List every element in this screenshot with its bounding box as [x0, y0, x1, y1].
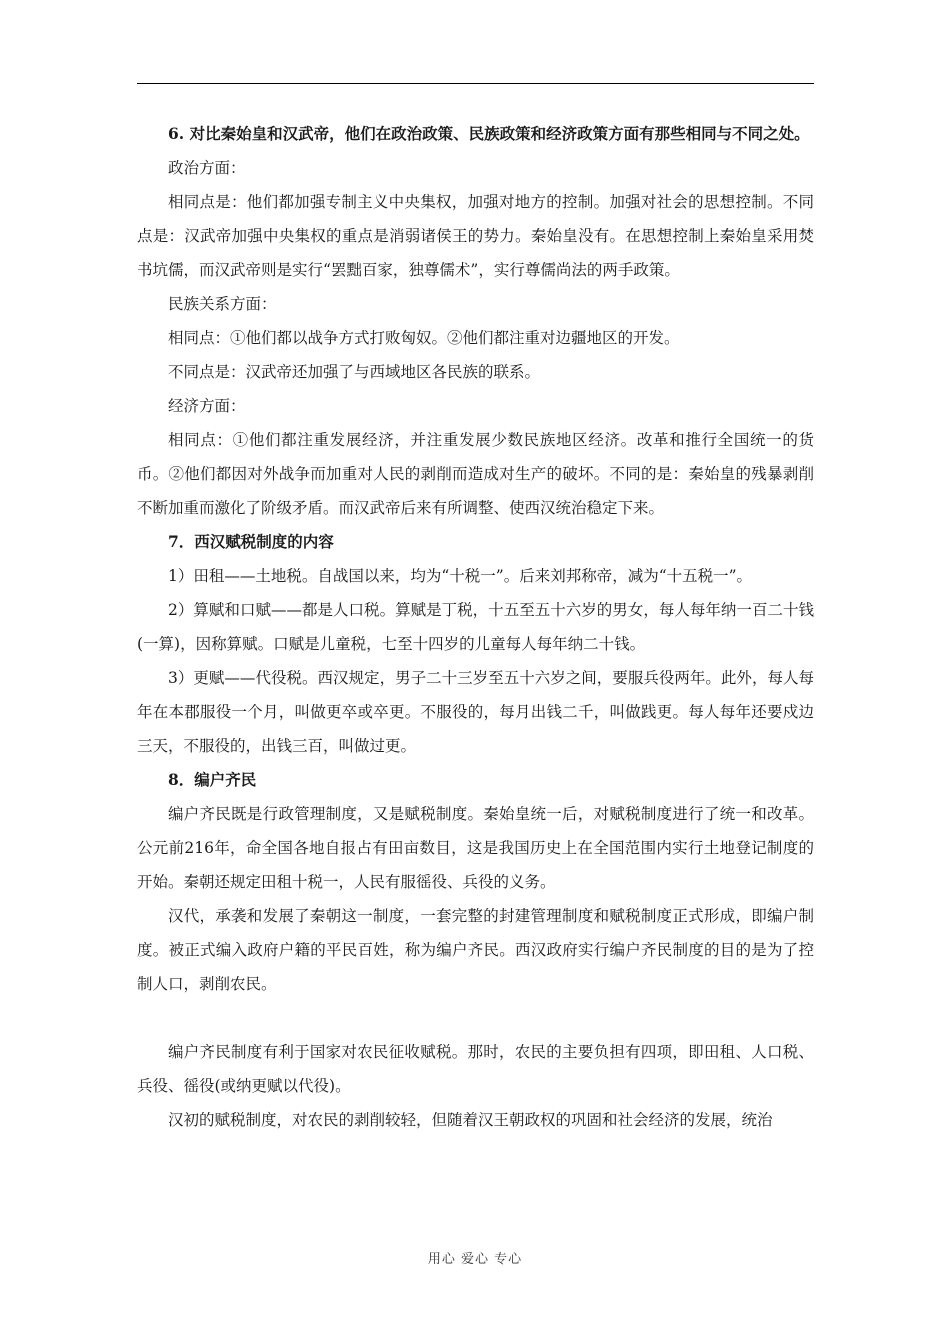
- paragraph-spacer: [137, 1001, 814, 1035]
- document-body: [137, 117, 814, 1137]
- body-paragraph: 编户齐民制度有利于国家对农民征收赋税。那时，农民的主要负担有四项，即田租、人口税、兵役、徭役(或纳更赋以代役)。: [137, 1043, 814, 1095]
- section-heading: 7．西汉赋税制度的内容: [168, 532, 334, 551]
- header-rule: [137, 83, 814, 84]
- body-paragraph: 民族关系方面：: [168, 295, 277, 313]
- body-paragraph: 经济方面：: [168, 397, 246, 415]
- body-paragraph: 相同点：①他们都注重发展经济，并注重发展少数民族地区经济。改革和推行全国统一的货币。②他们都因对外战争而加重对人民的剥削而造成对生产的破坏。不同的是：秦始皇的残暴剥削不断加重而激化了阶级矛盾。而汉武帝后来有所调整、使西汉统治稳定下来。: [137, 431, 814, 517]
- section-heading: 8．编户齐民: [168, 770, 257, 789]
- body-paragraph: 汉初的赋税制度，对农民的剥削较轻，但随着汉王朝政权的巩固和社会经济的发展，统治: [168, 1111, 773, 1129]
- body-paragraph: 2）算赋和口赋——都是人口税。算赋是丁税，十五至五十六岁的男女，每人每年纳一百二十钱(一算)，因称算赋。口赋是儿童税，七至十四岁的儿童每人每年纳二十钱。: [137, 601, 814, 653]
- section-heading: 6. 对比秦始皇和汉武帝，他们在政治政策、民族政策和经济政策方面有那些相同与不同之处。: [168, 124, 810, 143]
- body-paragraph: 相同点是：他们都加强专制主义中央集权，加强对地方的控制。加强对社会的思想控制。不同点是：汉武帝加强中央集权的重点是消弱诸侯王的势力。秦始皇没有。在思想控制上秦始皇采用焚书坑儒，而汉武帝则是实行“罢黜百家，独尊儒术”，实行尊儒尚法的两手政策。: [137, 193, 814, 279]
- page-footer: 用心 爱心 专心: [427, 1252, 523, 1267]
- body-paragraph: 汉代，承袭和发展了秦朝这一制度，一套完整的封建管理制度和赋税制度正式形成，即编户制度。被正式编入政府户籍的平民百姓，称为编户齐民。西汉政府实行编户齐民制度的目的是为了控制人口，剥削农民。: [137, 907, 814, 993]
- body-paragraph: 相同点：①他们都以战争方式打败匈奴。②他们都注重对边疆地区的开发。: [168, 329, 680, 347]
- body-paragraph: 编户齐民既是行政管理制度，又是赋税制度。秦始皇统一后，对赋税制度进行了统一和改革。公元前216年，命全国各地自报占有田亩数目，这是我国历史上在全国范围内实行土地登记制度的开始。秦朝还规定田租十税一，人民有服徭役、兵役的义务。: [137, 805, 814, 891]
- body-paragraph: 政治方面：: [168, 159, 246, 177]
- body-paragraph: 不同点是：汉武帝还加强了与西域地区各民族的联系。: [168, 363, 541, 381]
- body-paragraph: 3）更赋——代役税。西汉规定，男子二十三岁至五十六岁之间，要服兵役两年。此外，每人每年在本郡服役一个月，叫做更卒或卒更。不服役的，每月出钱二千，叫做践更。每人每年还要戍边三天，不服役的，出钱三百，叫做过更。: [137, 669, 814, 755]
- body-paragraph: 1）田租——土地税。自战国以来，均为“十税一”。后来刘邦称帝，减为“十五税一”。: [168, 567, 753, 585]
